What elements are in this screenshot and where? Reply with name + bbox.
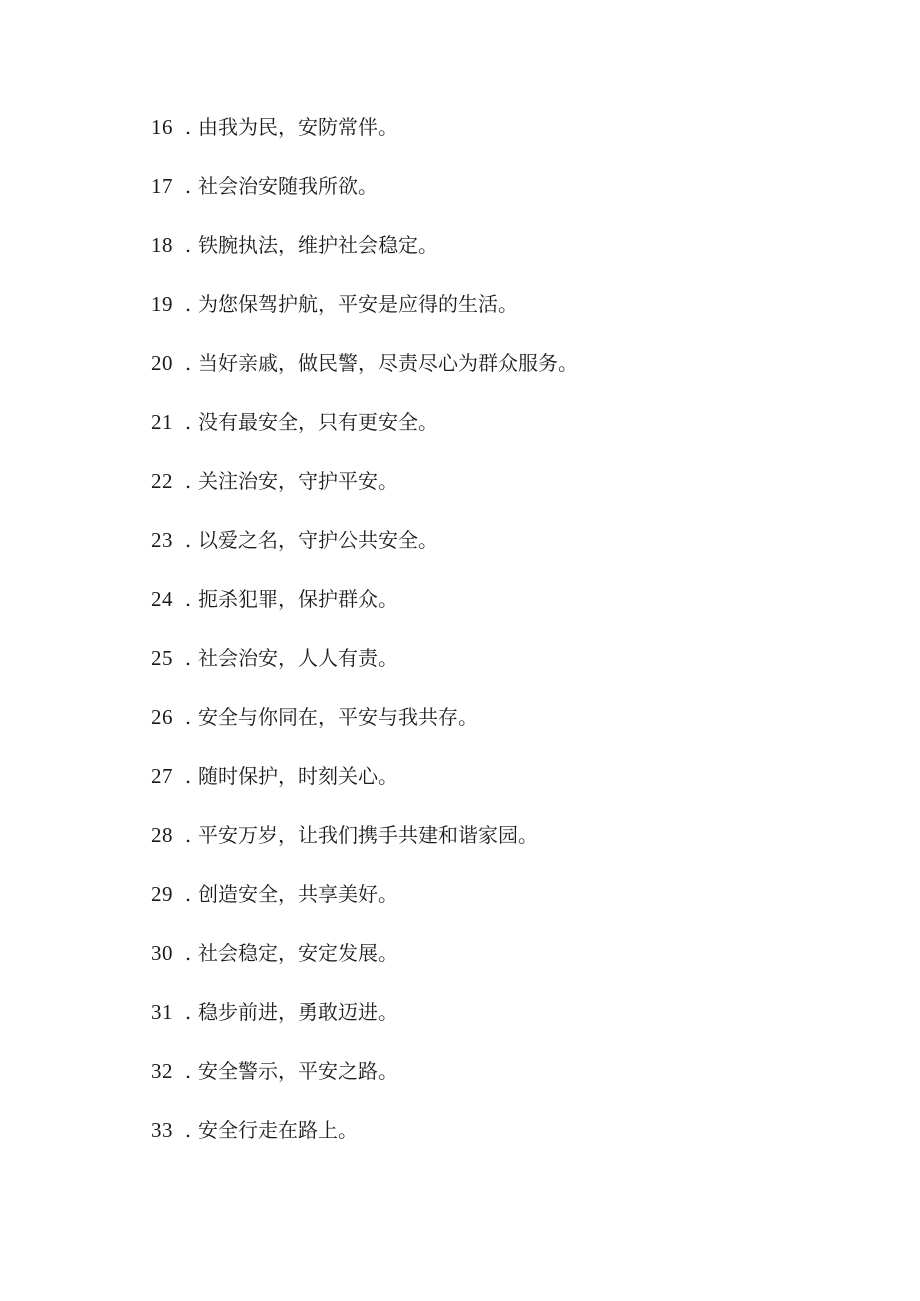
item-separator: .: [184, 823, 192, 847]
item-separator: .: [184, 941, 192, 965]
item-number: 31: [151, 1000, 173, 1024]
item-text: 稳步前进，勇敢迈进。: [198, 1000, 398, 1024]
item-separator: .: [184, 528, 192, 552]
item-separator: .: [184, 882, 192, 906]
item-text: 社会稳定，安定发展。: [198, 941, 398, 965]
item-text: 关注治安，守护平安。: [198, 469, 398, 493]
list-item: [151, 583, 851, 642]
list-item: [151, 1055, 851, 1114]
item-text: 随时保护，时刻关心。: [198, 764, 398, 788]
item-number: 25: [151, 646, 173, 670]
item-text: 由我为民，安防常伴。: [198, 115, 398, 139]
item-number: 17: [151, 174, 173, 198]
list-item: [151, 819, 851, 878]
item-number: 20: [151, 351, 173, 375]
item-text: 当好亲戚，做民警，尽责尽心为群众服务。: [198, 351, 578, 375]
list-item: [151, 701, 851, 760]
item-number: 21: [151, 410, 173, 434]
item-separator: .: [184, 764, 192, 788]
item-text: 平安万岁，让我们携手共建和谐家园。: [198, 823, 538, 847]
list-item: [151, 288, 851, 347]
item-number: 29: [151, 882, 173, 906]
item-separator: .: [184, 705, 192, 729]
list-item: [151, 347, 851, 406]
item-number: 23: [151, 528, 173, 552]
list-item: [151, 406, 851, 465]
item-number: 24: [151, 587, 173, 611]
item-text: 安全行走在路上。: [198, 1118, 358, 1142]
item-number: 19: [151, 292, 173, 316]
list-item: [151, 760, 851, 819]
item-text: 社会治安，人人有责。: [198, 646, 398, 670]
list-item: [151, 111, 851, 170]
item-separator: .: [184, 410, 192, 434]
item-text: 以爱之名，守护公共安全。: [198, 528, 438, 552]
item-separator: .: [184, 587, 192, 611]
item-text: 铁腕执法，维护社会稳定。: [198, 233, 438, 257]
item-separator: .: [184, 1059, 192, 1083]
item-number: 33: [151, 1118, 173, 1142]
item-text: 创造安全，共享美好。: [198, 882, 398, 906]
list-item: [151, 229, 851, 288]
list-item: [151, 642, 851, 701]
list-item: [151, 170, 851, 229]
list-item: [151, 465, 851, 524]
item-separator: .: [184, 351, 192, 375]
item-number: 28: [151, 823, 173, 847]
item-number: 18: [151, 233, 173, 257]
list-item: [151, 524, 851, 583]
item-text: 为您保驾护航，平安是应得的生活。: [198, 292, 518, 316]
item-number: 22: [151, 469, 173, 493]
item-separator: .: [184, 233, 192, 257]
item-number: 26: [151, 705, 173, 729]
item-number: 16: [151, 115, 173, 139]
item-separator: .: [184, 1000, 192, 1024]
item-separator: .: [184, 292, 192, 316]
item-text: 安全警示，平安之路。: [198, 1059, 398, 1083]
item-text: 安全与你同在，平安与我共存。: [198, 705, 478, 729]
item-text: 社会治安随我所欲。: [198, 174, 378, 198]
item-text: 没有最安全，只有更安全。: [198, 410, 438, 434]
item-number: 27: [151, 764, 173, 788]
item-separator: .: [184, 115, 192, 139]
list-item: [151, 1114, 851, 1173]
item-separator: .: [184, 646, 192, 670]
item-number: 30: [151, 941, 173, 965]
item-text: 扼杀犯罪，保护群众。: [198, 587, 398, 611]
item-separator: .: [184, 1118, 192, 1142]
item-separator: .: [184, 469, 192, 493]
list-item: [151, 937, 851, 996]
list-item: [151, 878, 851, 937]
slogan-list: [151, 111, 851, 1173]
list-item: [151, 996, 851, 1055]
item-separator: .: [184, 174, 192, 198]
item-number: 32: [151, 1059, 173, 1083]
